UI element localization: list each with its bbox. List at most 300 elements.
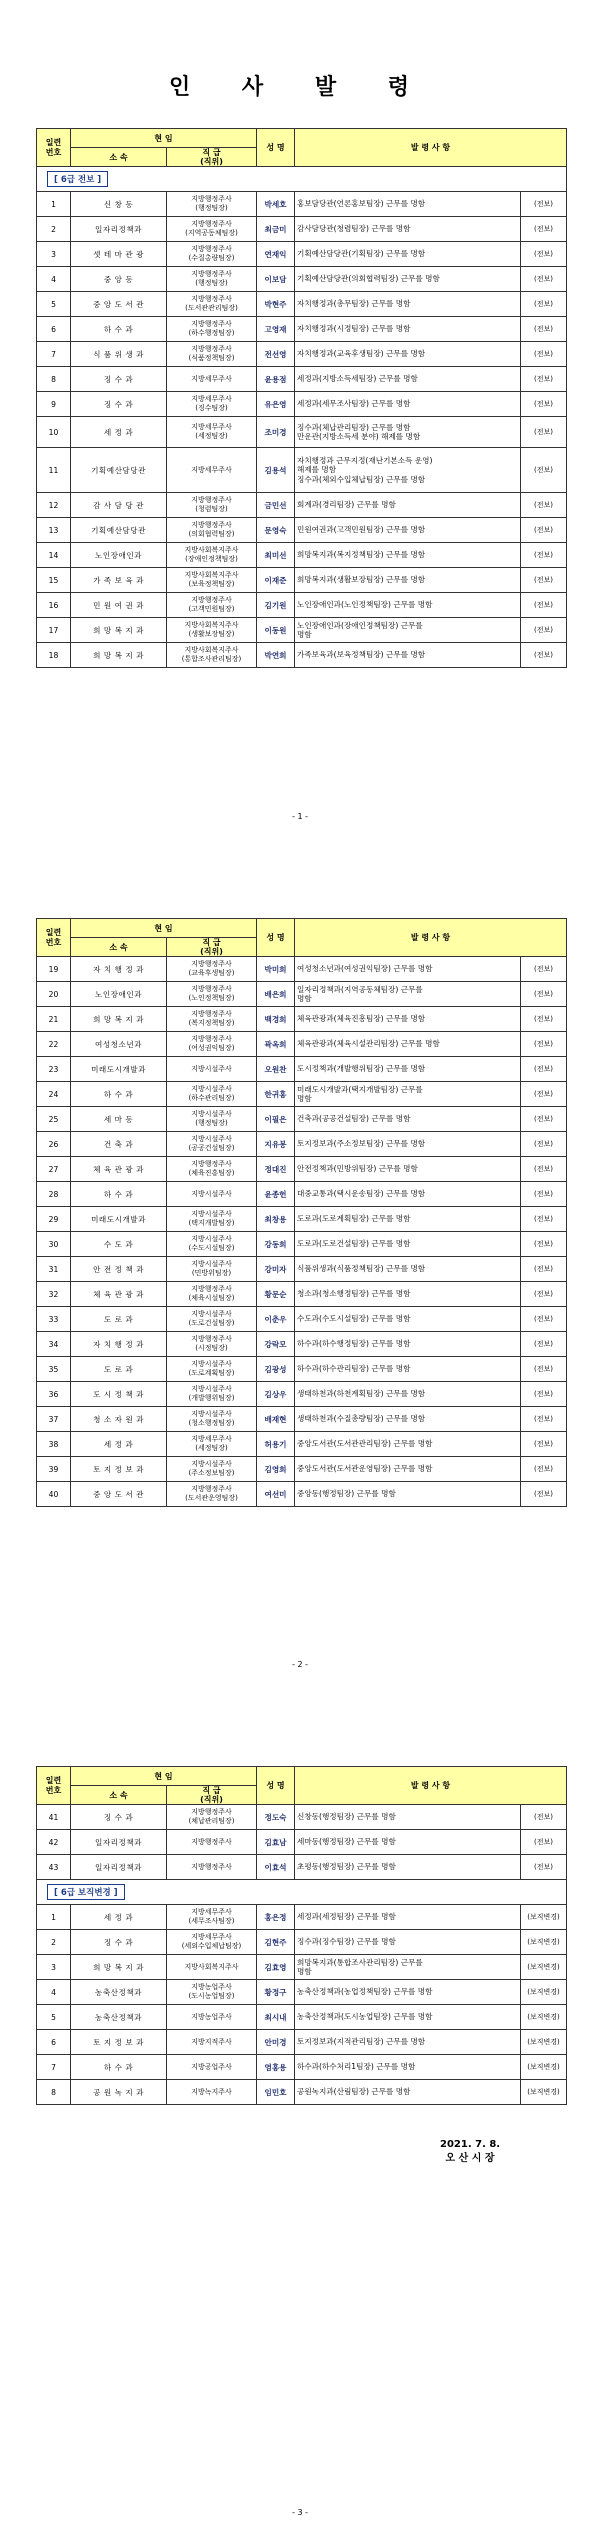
- row-person-name: 김기원: [257, 593, 295, 618]
- row-person-name: 안미경: [257, 2030, 295, 2055]
- table-row: [37, 317, 567, 342]
- row-department: 기획예산담당관: [71, 518, 167, 543]
- row-note: (전보): [521, 493, 567, 518]
- row-person-name: 문영숙: [257, 518, 295, 543]
- table-row: [37, 192, 567, 217]
- row-grade: 지방시설주사 (공공건설팀장): [167, 1132, 257, 1157]
- row-number: 14: [37, 543, 71, 568]
- table-row: [37, 2005, 567, 2030]
- row-person-name: 이재준: [257, 568, 295, 593]
- row-department: 자 치 행 정 과: [71, 957, 167, 982]
- row-number: 36: [37, 1382, 71, 1407]
- row-action: 세정과(세정팀장) 근무를 명함: [295, 1905, 521, 1930]
- table-row: [37, 1082, 567, 1107]
- table-row: [37, 1955, 567, 1980]
- row-department: 도 로 과: [71, 1307, 167, 1332]
- row-grade: 지방행정주사 (노인정책팀장): [167, 982, 257, 1007]
- row-note: (전보): [521, 1257, 567, 1282]
- row-action: 도로과(도로계획팀장) 근무를 명함: [295, 1207, 521, 1232]
- row-department: 건 축 과: [71, 1132, 167, 1157]
- table-row: [37, 593, 567, 618]
- row-note: (전보): [521, 543, 567, 568]
- row-person-name: 배은희: [257, 982, 295, 1007]
- row-department: 신 창 동: [71, 192, 167, 217]
- row-person-name: 곽옥희: [257, 1032, 295, 1057]
- row-person-name: 최창용: [257, 1207, 295, 1232]
- row-action: 토지정보과(지적관리팀장) 근무를 명함: [295, 2030, 521, 2055]
- table-row: [37, 1132, 567, 1157]
- row-number: 29: [37, 1207, 71, 1232]
- row-person-name: 이효석: [257, 1855, 295, 1880]
- table-row: [37, 292, 567, 317]
- row-number: 22: [37, 1032, 71, 1057]
- row-department: 공 원 녹 지 과: [71, 2080, 167, 2105]
- row-note: (전보): [521, 1032, 567, 1057]
- table-row: [37, 1157, 567, 1182]
- row-grade: 지방농업주사: [167, 2005, 257, 2030]
- roster-table-2: [36, 918, 567, 1507]
- page-3: [0, 1696, 600, 2544]
- row-person-name: 김용석: [257, 448, 295, 493]
- row-grade: 지방행정주사 (체육진흥팀장): [167, 1157, 257, 1182]
- row-note: (보직변경): [521, 1905, 567, 1930]
- header-no: 일련 번호: [37, 1767, 71, 1805]
- row-department: 일자리정책과: [71, 1855, 167, 1880]
- row-person-name: 허용기: [257, 1432, 295, 1457]
- row-note: (전보): [521, 1157, 567, 1182]
- row-person-name: 이동원: [257, 618, 295, 643]
- row-grade: 지방시설주사 (민방위팀장): [167, 1257, 257, 1282]
- table-row: [37, 448, 567, 493]
- page-1: [0, 0, 600, 848]
- row-action: 기획예산담당관(기획팀장) 근무를 명함: [295, 242, 521, 267]
- table-row: [37, 518, 567, 543]
- row-number: 26: [37, 1132, 71, 1157]
- roster-table-1: [36, 128, 567, 668]
- row-department: 미래도시개발과: [71, 1207, 167, 1232]
- row-note: (전보): [521, 1182, 567, 1207]
- row-number: 1: [37, 192, 71, 217]
- row-grade: 지방녹지주사: [167, 2080, 257, 2105]
- table-row: [37, 2030, 567, 2055]
- row-number: 2: [37, 1930, 71, 1955]
- header-name: 성 명: [257, 129, 295, 167]
- row-person-name: 김효남: [257, 1830, 295, 1855]
- row-grade: 지방세무주사 (세외수입체납팀장): [167, 1930, 257, 1955]
- row-action: 도시정책과(개발행위팀장) 근무를 명함: [295, 1057, 521, 1082]
- row-note: (전보): [521, 1082, 567, 1107]
- header-dept: 소 속: [71, 148, 167, 167]
- row-person-name: 금민선: [257, 493, 295, 518]
- row-number: 34: [37, 1332, 71, 1357]
- header-name: 성 명: [257, 919, 295, 957]
- row-note: (전보): [521, 342, 567, 367]
- row-action: 희망복지과(생활보장팀장) 근무를 명함: [295, 568, 521, 593]
- row-action: 희망복지과(복지정책팀장) 근무를 명함: [295, 543, 521, 568]
- row-note: (전보): [521, 1107, 567, 1132]
- row-department: 하 수 과: [71, 317, 167, 342]
- table-row: [37, 1107, 567, 1132]
- row-action: 중앙도서관(도서관운영팀장) 근무를 명함: [295, 1457, 521, 1482]
- row-note: (전보): [521, 1482, 567, 1507]
- row-number: 5: [37, 2005, 71, 2030]
- row-grade: 지방시설주사 (청소행정팀장): [167, 1407, 257, 1432]
- table-row: [37, 1482, 567, 1507]
- row-grade: 지방농업주사 (도시농업팀장): [167, 1980, 257, 2005]
- table-row: [37, 1457, 567, 1482]
- row-note: (전보): [521, 982, 567, 1007]
- row-number: 38: [37, 1432, 71, 1457]
- row-number: 7: [37, 342, 71, 367]
- header-no: 일련 번호: [37, 919, 71, 957]
- row-number: 2: [37, 217, 71, 242]
- row-department: 중 앙 도 서 관: [71, 292, 167, 317]
- row-grade: 지방세무주사 (징수팀장): [167, 392, 257, 417]
- row-person-name: 지유봉: [257, 1132, 295, 1157]
- row-number: 31: [37, 1257, 71, 1282]
- row-note: (전보): [521, 618, 567, 643]
- row-person-name: 이춘우: [257, 1307, 295, 1332]
- row-department: 농축산정책과: [71, 1980, 167, 2005]
- row-person-name: 김영희: [257, 1457, 295, 1482]
- table-row: [37, 568, 567, 593]
- header-current: 현 임: [71, 919, 257, 938]
- row-grade: 지방시설주사 (하수관리팀장): [167, 1082, 257, 1107]
- row-note: (보직변경): [521, 2055, 567, 2080]
- table-row: [37, 1007, 567, 1032]
- row-grade: 지방사회복지주사 (통합조사관리팀장): [167, 643, 257, 668]
- table-row: [37, 1905, 567, 1930]
- row-note: (전보): [521, 292, 567, 317]
- header-grade: 직 급 (직위): [167, 938, 257, 957]
- row-action: 농축산정책과(도시농업팀장) 근무를 명함: [295, 2005, 521, 2030]
- row-person-name: 윤종헌: [257, 1182, 295, 1207]
- row-note: (전보): [521, 1407, 567, 1432]
- page-number: - 1 -: [292, 812, 308, 821]
- row-action: 세정과(지방소득세팀장) 근무를 명함: [295, 367, 521, 392]
- row-grade: 지방행정주사 (식품정책팀장): [167, 342, 257, 367]
- table-row: [37, 1855, 567, 1880]
- row-action: 중앙동(행정팀장) 근무를 명함: [295, 1482, 521, 1507]
- row-person-name: 임민호: [257, 2080, 295, 2105]
- row-person-name: 김상우: [257, 1382, 295, 1407]
- row-number: 8: [37, 2080, 71, 2105]
- row-department: 셋 테 마 관 광: [71, 242, 167, 267]
- row-number: 32: [37, 1282, 71, 1307]
- row-action: 청소과(청소행정팀장) 근무를 명함: [295, 1282, 521, 1307]
- row-note: (전보): [521, 643, 567, 668]
- section-label: [ 6급 전보 ]: [47, 171, 108, 187]
- document-title: 인 사 발 령: [169, 75, 431, 100]
- row-grade: 지방시설주사: [167, 1182, 257, 1207]
- row-department: 세 정 과: [71, 417, 167, 448]
- row-note: (보직변경): [521, 2030, 567, 2055]
- row-note: (전보): [521, 1830, 567, 1855]
- row-grade: 지방공업주사: [167, 2055, 257, 2080]
- table-row: [37, 1232, 567, 1257]
- row-note: (보직변경): [521, 2080, 567, 2105]
- row-department: 세 정 과: [71, 1432, 167, 1457]
- table-row: [37, 1930, 567, 1955]
- table-row: [37, 1980, 567, 2005]
- row-grade: 지방행정주사 (하수행정팀장): [167, 317, 257, 342]
- row-grade: 지방시설주사 (행정팀장): [167, 1107, 257, 1132]
- row-person-name: 최미선: [257, 543, 295, 568]
- row-department: 도 로 과: [71, 1357, 167, 1382]
- table-row: [37, 1432, 567, 1457]
- table-row: [37, 1307, 567, 1332]
- row-department: 일자리정책과: [71, 1830, 167, 1855]
- row-department: 체 육 관 광 과: [71, 1282, 167, 1307]
- row-number: 33: [37, 1307, 71, 1332]
- row-number: 4: [37, 1980, 71, 2005]
- table-row: [37, 392, 567, 417]
- row-number: 37: [37, 1407, 71, 1432]
- row-person-name: 김효영: [257, 1955, 295, 1980]
- row-department: 일자리정책과: [71, 217, 167, 242]
- row-department: 도 시 정 책 과: [71, 1382, 167, 1407]
- header-dept: 소 속: [71, 938, 167, 957]
- row-action: 자치행정과 근무지정(재난기본소득 운영) 해제를 명함 징수과(체외수입체납팀장) 근무를 명함: [295, 448, 521, 493]
- row-grade: 지방지적주사: [167, 2030, 257, 2055]
- row-grade: 지방사회복지주사: [167, 1955, 257, 1980]
- row-note: (전보): [521, 417, 567, 448]
- row-number: 28: [37, 1182, 71, 1207]
- row-note: (전보): [521, 1457, 567, 1482]
- row-action: 안전정책과(민방위팀장) 근무를 명함: [295, 1157, 521, 1182]
- row-note: (전보): [521, 192, 567, 217]
- row-note: (전보): [521, 1007, 567, 1032]
- row-note: (보직변경): [521, 1930, 567, 1955]
- row-number: 7: [37, 2055, 71, 2080]
- header-name: 성 명: [257, 1767, 295, 1805]
- section-row: [37, 1880, 567, 1905]
- row-person-name: 고영재: [257, 317, 295, 342]
- row-note: (전보): [521, 392, 567, 417]
- row-action: 징수과(체납관리팀장) 근무를 명함 만운관(지방소득세 분야) 해제를 명함: [295, 417, 521, 448]
- row-person-name: 박미희: [257, 957, 295, 982]
- header-action: 발 령 사 항: [295, 1767, 567, 1805]
- table-row: [37, 1357, 567, 1382]
- table-row: [37, 1830, 567, 1855]
- row-person-name: 강미자: [257, 1257, 295, 1282]
- row-grade: 지방행정주사 (도서관관리팀장): [167, 292, 257, 317]
- table-row: [37, 217, 567, 242]
- row-department: 체 육 관 광 과: [71, 1157, 167, 1182]
- row-number: 18: [37, 643, 71, 668]
- signature-block: [440, 2138, 500, 2166]
- row-person-name: 이필은: [257, 1107, 295, 1132]
- row-person-name: 이보담: [257, 267, 295, 292]
- row-note: (전보): [521, 217, 567, 242]
- row-number: 6: [37, 317, 71, 342]
- row-grade: 지방시설주사 (개발행위팀장): [167, 1382, 257, 1407]
- row-action: 신창동(행정팀장) 근무를 명함: [295, 1805, 521, 1830]
- row-action: 희망복지과(통합조사관리팀장) 근무를 명함: [295, 1955, 521, 1980]
- row-number: 1: [37, 1905, 71, 1930]
- row-person-name: 강락모: [257, 1332, 295, 1357]
- row-person-name: 배재현: [257, 1407, 295, 1432]
- table-row: [37, 1182, 567, 1207]
- row-action: 자치행정과(총무팀장) 근무를 명함: [295, 292, 521, 317]
- row-note: (전보): [521, 518, 567, 543]
- header-current: 현 임: [71, 129, 257, 148]
- row-note: (전보): [521, 1132, 567, 1157]
- row-department: 노인장애인과: [71, 543, 167, 568]
- row-department: 징 수 과: [71, 367, 167, 392]
- row-number: 13: [37, 518, 71, 543]
- table-row: [37, 2055, 567, 2080]
- row-note: (전보): [521, 593, 567, 618]
- row-person-name: 박연희: [257, 643, 295, 668]
- row-grade: 지방행정주사 (시정팀장): [167, 1332, 257, 1357]
- row-grade: 지방행정주사 (여성권익팀장): [167, 1032, 257, 1057]
- row-grade: 지방시설주사 (주소정보팀장): [167, 1457, 257, 1482]
- row-department: 식 품 위 생 과: [71, 342, 167, 367]
- row-action: 하수과(하수행정팀장) 근무를 명함: [295, 1332, 521, 1357]
- row-grade: 지방행정주사 (복지정책팀장): [167, 1007, 257, 1032]
- table-row: [37, 2080, 567, 2105]
- row-action: 징수과(징수팀장) 근무를 명함: [295, 1930, 521, 1955]
- row-number: 24: [37, 1082, 71, 1107]
- row-action: 감사담당관(청렴팀장) 근무를 명함: [295, 217, 521, 242]
- row-person-name: 한귀홍: [257, 1082, 295, 1107]
- row-department: 징 수 과: [71, 392, 167, 417]
- row-grade: 지방행정주사 (의회협력팀장): [167, 518, 257, 543]
- row-note: (전보): [521, 957, 567, 982]
- row-action: 농축산정책과(농업정책팀장) 근무를 명함: [295, 1980, 521, 2005]
- row-action: 수도과(수도시설팀장) 근무를 명함: [295, 1307, 521, 1332]
- table-row: [37, 1282, 567, 1307]
- row-action: 일자리정책과(지역공동체팀장) 근무를 명함: [295, 982, 521, 1007]
- row-action: 노인장애인과(노인정책팀장) 근무를 명함: [295, 593, 521, 618]
- row-action: 홍보담당관(언론홍보팀장) 근무를 명함: [295, 192, 521, 217]
- row-person-name: 염홍용: [257, 2055, 295, 2080]
- row-grade: 지방시설주사: [167, 1057, 257, 1082]
- table-row: [37, 242, 567, 267]
- table-row: [37, 543, 567, 568]
- row-grade: 지방세무주사 (세무조사팀장): [167, 1905, 257, 1930]
- row-note: (전보): [521, 267, 567, 292]
- row-department: 희 망 복 지 과: [71, 618, 167, 643]
- row-number: 20: [37, 982, 71, 1007]
- row-department: 세 마 동: [71, 1107, 167, 1132]
- row-action: 민원여권과(고객민원팀장) 근무를 명함: [295, 518, 521, 543]
- row-note: (전보): [521, 317, 567, 342]
- table-row: [37, 982, 567, 1007]
- row-grade: 지방행정주사 (체납관리팀장): [167, 1805, 257, 1830]
- row-person-name: 황정구: [257, 1980, 295, 2005]
- table-row: [37, 1207, 567, 1232]
- row-action: 노인장애인과(장애인정책팀장) 근무를 명함: [295, 618, 521, 643]
- row-department: 미래도시개발과: [71, 1057, 167, 1082]
- row-number: 3: [37, 1955, 71, 1980]
- row-action: 여성청소년과(여성권익팀장) 근무를 명함: [295, 957, 521, 982]
- row-person-name: 윤용점: [257, 367, 295, 392]
- row-grade: 지방시설주사 (수도시설팀장): [167, 1232, 257, 1257]
- row-person-name: 홍은정: [257, 1905, 295, 1930]
- table-row: [37, 367, 567, 392]
- row-department: 가 족 보 육 과: [71, 568, 167, 593]
- row-person-name: 여선미: [257, 1482, 295, 1507]
- row-grade: 지방사회복지주사 (생활보장팀장): [167, 618, 257, 643]
- row-number: 6: [37, 2030, 71, 2055]
- row-person-name: 박현주: [257, 292, 295, 317]
- row-department: 수 도 과: [71, 1232, 167, 1257]
- row-department: 세 정 과: [71, 1905, 167, 1930]
- row-action: 초평동(행정팀장) 근무를 명함: [295, 1855, 521, 1880]
- row-department: 하 수 과: [71, 1082, 167, 1107]
- header-dept: 소 속: [71, 1786, 167, 1805]
- row-note: (전보): [521, 568, 567, 593]
- row-department: 토 지 정 보 과: [71, 1457, 167, 1482]
- row-department: 노인장애인과: [71, 982, 167, 1007]
- signer: 오 산 시 장: [445, 2153, 495, 2164]
- row-action: 도로과(도로건설팀장) 근무를 명함: [295, 1232, 521, 1257]
- row-number: 11: [37, 448, 71, 493]
- section-row: [37, 167, 567, 192]
- row-number: 30: [37, 1232, 71, 1257]
- header-current: 현 임: [71, 1767, 257, 1786]
- row-number: 43: [37, 1855, 71, 1880]
- row-person-name: 유은영: [257, 392, 295, 417]
- row-number: 40: [37, 1482, 71, 1507]
- row-note: (보직변경): [521, 2005, 567, 2030]
- row-action: 대중교통과(택시운송팀장) 근무를 명함: [295, 1182, 521, 1207]
- row-grade: 지방시설주사 (택지개발팀장): [167, 1207, 257, 1232]
- row-action: 생태하천과(하천계획팀장) 근무를 명함: [295, 1382, 521, 1407]
- header-grade: 직 급 (직위): [167, 148, 257, 167]
- row-note: (전보): [521, 1332, 567, 1357]
- row-grade: 지방행정주사 (지역공동체팀장): [167, 217, 257, 242]
- row-grade: 지방행정주사 (고객민원팀장): [167, 593, 257, 618]
- row-action: 세정과(세무조사팀장) 근무를 명함: [295, 392, 521, 417]
- issue-date: 2021. 7. 8.: [440, 2139, 501, 2150]
- row-number: 16: [37, 593, 71, 618]
- row-number: 35: [37, 1357, 71, 1382]
- row-person-name: 전선영: [257, 342, 295, 367]
- row-action: 회계과(경리팀장) 근무를 명함: [295, 493, 521, 518]
- row-number: 5: [37, 292, 71, 317]
- row-number: 39: [37, 1457, 71, 1482]
- header-grade: 직 급 (직위): [167, 1786, 257, 1805]
- row-note: (전보): [521, 1432, 567, 1457]
- row-department: 여성청소년과: [71, 1032, 167, 1057]
- row-grade: 지방시설주사 (도로계획팀장): [167, 1357, 257, 1382]
- table-row: [37, 417, 567, 448]
- row-number: 15: [37, 568, 71, 593]
- section-label: [ 6급 보직변경 ]: [47, 1884, 125, 1900]
- row-department: 희 망 복 지 과: [71, 1955, 167, 1980]
- row-number: 41: [37, 1805, 71, 1830]
- row-number: 8: [37, 367, 71, 392]
- row-person-name: 김현주: [257, 1930, 295, 1955]
- row-action: 자치행정과(교육후생팀장) 근무를 명함: [295, 342, 521, 367]
- table-row: [37, 267, 567, 292]
- header-action: 발 령 사 항: [295, 129, 567, 167]
- row-person-name: 정도숙: [257, 1805, 295, 1830]
- table-row: [37, 1332, 567, 1357]
- row-department: 농축산정책과: [71, 2005, 167, 2030]
- row-person-name: 황문순: [257, 1282, 295, 1307]
- row-department: 하 수 과: [71, 1182, 167, 1207]
- table-row: [37, 1407, 567, 1432]
- row-number: 23: [37, 1057, 71, 1082]
- row-number: 12: [37, 493, 71, 518]
- row-person-name: 정대진: [257, 1157, 295, 1182]
- row-note: (전보): [521, 242, 567, 267]
- row-department: 청 소 자 원 과: [71, 1407, 167, 1432]
